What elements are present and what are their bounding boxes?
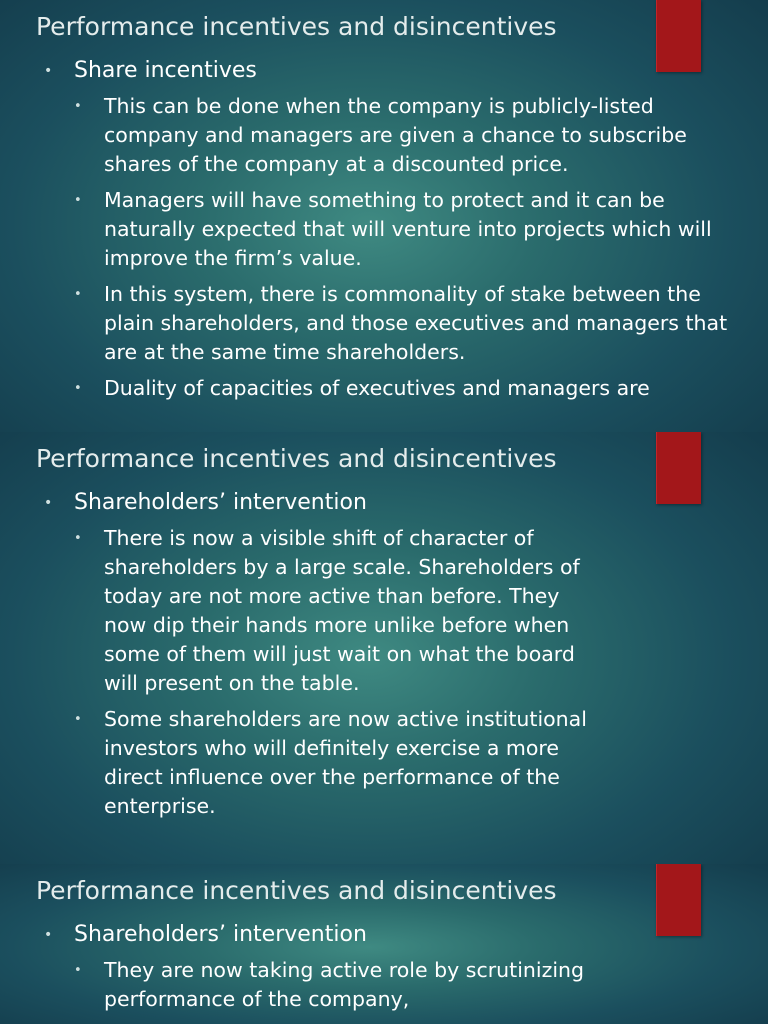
sub-bullet-text: Managers will have something to protect and it can be naturally expected that will venture into projects which will improve the firm’s value. xyxy=(104,188,712,270)
sub-bullet-list xyxy=(74,92,736,403)
sub-list-item xyxy=(74,92,736,179)
bullet-dot-icon: • xyxy=(74,963,82,978)
sub-list-item xyxy=(74,280,736,367)
sub-list-item xyxy=(74,374,736,403)
sub-bullet-text: There is now a visible shift of character of shareholders by a large scale. Shareholders of today are not more active than before. They now dip their hands more unlike before when some of them will just wait on what the board will present on the table. xyxy=(104,526,580,695)
sub-list-item xyxy=(74,705,604,821)
list-item xyxy=(44,920,604,1014)
bullet-heading: Share incentives xyxy=(74,58,257,83)
sub-bullet-text: Some shareholders are now active institutional investors who will definitely exercise a more direct influence over the performance of the enterprise. xyxy=(104,707,587,818)
sub-bullet-text: Duality of capacities of executives and managers are xyxy=(104,376,650,400)
slide-3 xyxy=(0,864,768,1024)
bullet-dot-icon: • xyxy=(74,531,82,546)
sub-bullet-text: This can be done when the company is publicly-listed company and managers are given a chance to subscribe shares of the company at a discounted price. xyxy=(104,94,687,176)
sub-list-item xyxy=(74,524,604,698)
bullet-dot-icon: • xyxy=(74,287,82,302)
bullet-list xyxy=(44,920,604,1021)
bullet-dot-icon: • xyxy=(74,99,82,114)
sub-list-item xyxy=(74,186,736,273)
bullet-dot-icon: • xyxy=(74,193,82,208)
bullet-dot-icon: • xyxy=(74,712,82,727)
sub-bullet-text: They are now taking active role by scrutinizing performance of the company, xyxy=(104,958,585,1011)
sub-list-item xyxy=(74,956,604,1014)
slide-title: Performance incentives and disincentives xyxy=(36,444,557,473)
bullet-heading: Shareholders’ intervention xyxy=(74,922,367,947)
bullet-dot-icon: • xyxy=(44,63,53,79)
list-item xyxy=(44,488,604,821)
bullet-heading: Shareholders’ intervention xyxy=(74,490,367,515)
slide-title: Performance incentives and disincentives xyxy=(36,12,557,41)
bullet-dot-icon: • xyxy=(44,495,53,511)
slide-2 xyxy=(0,432,768,864)
accent-bar xyxy=(656,864,701,936)
sub-bullet-list xyxy=(74,956,604,1014)
bullet-list xyxy=(44,488,604,828)
slide-1 xyxy=(0,0,768,432)
bullet-dot-icon: • xyxy=(74,381,82,396)
sub-bullet-list xyxy=(74,524,604,821)
sub-bullet-text: In this system, there is commonality of stake between the plain shareholders, and those executives and managers that are at the same time shareholders. xyxy=(104,282,728,364)
bullet-list xyxy=(44,56,736,410)
list-item xyxy=(44,56,736,403)
accent-bar xyxy=(656,432,701,504)
slide-title: Performance incentives and disincentives xyxy=(36,876,557,905)
bullet-dot-icon: • xyxy=(44,927,53,943)
